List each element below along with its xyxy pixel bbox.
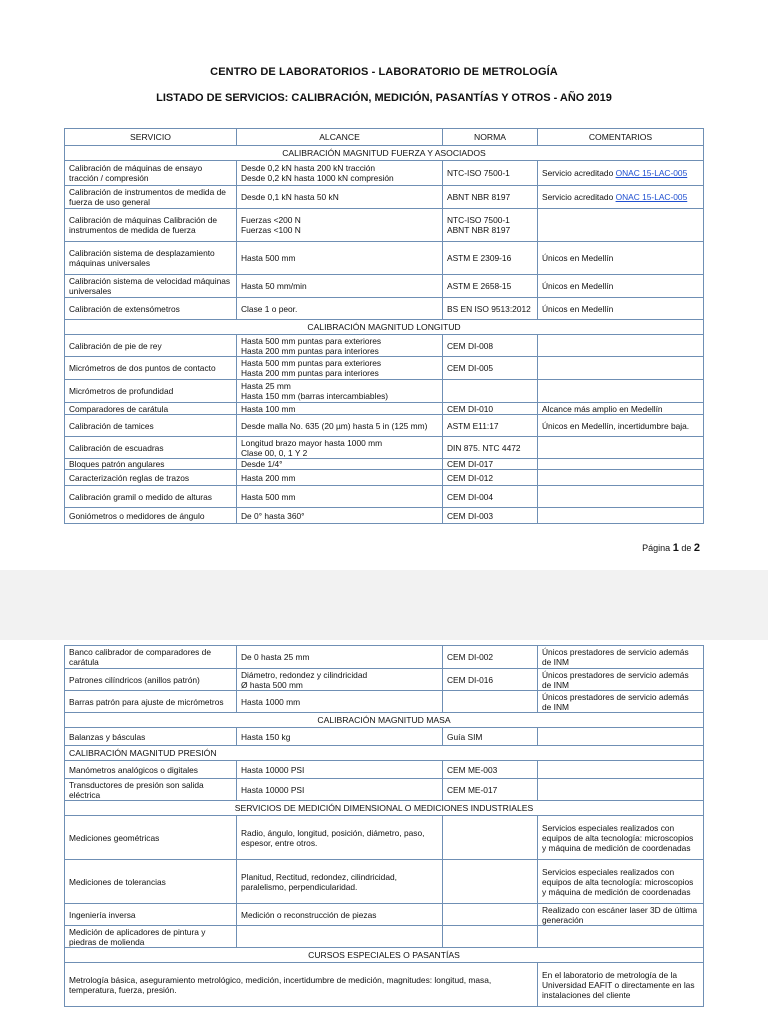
table-row <box>65 161 704 186</box>
cell-comentario <box>538 209 704 242</box>
comment-text: Servicios especiales realizados con equipos de alta tecnología: microscopios y máquina de medición de coordenadas <box>542 866 694 897</box>
page-of: de <box>681 543 692 553</box>
section-fuerza: CALIBRACIÓN MAGNITUD FUERZA Y ASOCIADOS <box>65 146 704 161</box>
cell-comentario <box>538 459 704 470</box>
cell-norma: CEM DI-017 <box>443 459 538 470</box>
comment-text: Realizado con escáner laser 3D de última generación <box>542 904 698 925</box>
section-row <box>65 801 704 816</box>
section-mediciones: SERVICIOS DE MEDICIÓN DIMENSIONAL O MEDICIONES INDUSTRIALES <box>65 801 704 816</box>
cell-servicio: Calibración de tamices <box>65 415 237 437</box>
cell-norma: NTC-ISO 7500-1 ABNT NBR 8197 <box>443 209 538 242</box>
cell-servicio: Caracterización reglas de trazos <box>65 470 237 486</box>
page-current: 1 <box>672 542 679 554</box>
cell-servicio: Banco calibrador de comparadores de carátula <box>65 646 237 669</box>
section-row <box>65 146 704 161</box>
table-row <box>65 926 704 948</box>
cell-alcance: Desde 0,1 kN hasta 50 kN <box>237 186 443 209</box>
cell-alcance: Planitud, Rectitud, redondez, cilindricidad, paralelismo, perpendicularidad. <box>237 860 443 904</box>
cell-alcance: Hasta 10000 PSI <box>237 761 443 779</box>
cell-servicio: Manómetros analógicos o digitales <box>65 761 237 779</box>
cell-norma <box>443 904 538 926</box>
cell-alcance: Hasta 500 mm <box>237 242 443 275</box>
cell-alcance <box>237 926 443 948</box>
page-2 <box>0 640 768 1024</box>
cell-alcance: Desde malla No. 635 (20 µm) hasta 5 in (125 mm) <box>237 415 443 437</box>
cell-alcance: Hasta 1000 mm <box>237 691 443 713</box>
cell-servicio: Mediciones de tolerancias <box>65 860 237 904</box>
cell-norma: BS EN ISO 9513:2012 <box>443 298 538 320</box>
table-row <box>65 470 704 486</box>
table-row <box>65 437 704 459</box>
section-row <box>65 713 704 728</box>
cell-norma: CEM ME-003 <box>443 761 538 779</box>
section-row <box>65 746 704 761</box>
table-row <box>65 669 704 691</box>
table-row <box>65 357 704 380</box>
cell-cursos: Metrología básica, aseguramiento metrológico, medición, incertidumbre de medición, magnitudes: longitud, masa, temperatura, fuerza, presión. <box>65 963 538 1007</box>
cell-alcance: Hasta 500 mm <box>237 486 443 508</box>
cell-alcance: Clase 1 o peor. <box>237 298 443 320</box>
cell-comentario <box>538 437 704 459</box>
table-row <box>65 380 704 403</box>
cell-servicio: Barras patrón para ajuste de micrómetros <box>65 691 237 713</box>
section-masa: CALIBRACIÓN MAGNITUD MASA <box>65 713 704 728</box>
comment-text: Únicos en Medellín <box>542 281 614 291</box>
table-row <box>65 459 704 470</box>
cell-norma <box>443 816 538 860</box>
section-longitud: CALIBRACIÓN MAGNITUD LONGITUD <box>65 320 704 335</box>
cell-comentario <box>538 470 704 486</box>
cell-norma: CEM DI-012 <box>443 470 538 486</box>
document-subtitle: LISTADO DE SERVICIOS: CALIBRACIÓN, MEDICIÓN, PASANTÍAS Y OTROS - AÑO 2019 <box>156 92 612 104</box>
cell-comentario <box>538 904 704 926</box>
cell-comentario <box>538 298 704 320</box>
cell-norma <box>443 691 538 713</box>
cell-comentario <box>538 816 704 860</box>
cell-servicio: Micrómetros de profundidad <box>65 380 237 403</box>
page-label: Página <box>642 543 671 553</box>
cell-servicio: Medición de aplicadores de pintura y piedras de molienda <box>65 926 237 948</box>
page-total: 2 <box>693 542 700 554</box>
cell-alcance: Desde 0,2 kN hasta 200 kN tracción Desde 0,2 kN hasta 1000 kN compresión <box>237 161 443 186</box>
cell-servicio: Calibración de pie de rey <box>65 335 237 357</box>
cell-alcance: Hasta 200 mm <box>237 470 443 486</box>
cell-comentario <box>538 728 704 746</box>
table-row <box>65 816 704 860</box>
cell-servicio: Calibración sistema de velocidad máquinas universales <box>65 275 237 298</box>
table-row <box>65 860 704 904</box>
page-number <box>642 542 700 554</box>
cell-norma: CEM DI-016 <box>443 669 538 691</box>
cell-comentario <box>538 403 704 415</box>
table-row <box>65 904 704 926</box>
cell-alcance: Diámetro, redondez y cilindricidad Ø hasta 500 mm <box>237 669 443 691</box>
cell-servicio: Transductores de presión son salida eléctrica <box>65 779 237 801</box>
comment-text: Únicos prestadores de servicio además de INM <box>542 669 689 690</box>
column-header-norma: NORMA <box>443 129 538 146</box>
table-row <box>65 508 704 524</box>
comment-text: Servicio acreditado <box>542 192 616 202</box>
column-header-comentarios: COMENTARIOS <box>538 129 704 146</box>
cell-comentario <box>538 926 704 948</box>
cell-alcance: Fuerzas <200 N Fuerzas <100 N <box>237 209 443 242</box>
comment-text: Únicos en Medellín, incertidumbre baja. <box>542 420 690 431</box>
cell-norma: CEM DI-008 <box>443 335 538 357</box>
cell-norma: CEM ME-017 <box>443 779 538 801</box>
cell-comentario <box>538 761 704 779</box>
page-gap <box>0 570 768 640</box>
section-row <box>65 948 704 963</box>
cell-comentario <box>538 335 704 357</box>
cell-comentario <box>538 508 704 524</box>
comment-text: Servicio acreditado <box>542 168 616 178</box>
section-cursos: CURSOS ESPECIALES O PASANTÍAS <box>65 948 704 963</box>
cell-norma: CEM DI-003 <box>443 508 538 524</box>
table-row <box>65 242 704 275</box>
table-row <box>65 486 704 508</box>
cell-servicio: Calibración gramil o medido de alturas <box>65 486 237 508</box>
cell-norma <box>443 380 538 403</box>
cell-norma: CEM DI-004 <box>443 486 538 508</box>
cell-servicio: Calibración de máquinas de ensayo tracción / compresión <box>65 161 237 186</box>
cell-alcance: Hasta 500 mm puntas para exteriores Hasta 200 mm puntas para interiores <box>237 357 443 380</box>
comment-text: Únicos en Medellín <box>542 253 614 263</box>
cell-comentario <box>538 242 704 275</box>
cell-alcance: Radio, ángulo, longitud, posición, diámetro, paso, espesor, entre otros. <box>237 816 443 860</box>
accreditation-link[interactable]: ONAC 15-LAC-005 <box>615 168 688 178</box>
cell-alcance: Desde 1/4° <box>237 459 443 470</box>
column-header-servicio: SERVICIO <box>65 129 237 146</box>
cell-servicio: Comparadores de carátula <box>65 403 237 415</box>
cell-servicio: Ingeniería inversa <box>65 904 237 926</box>
cell-comentario <box>538 486 704 508</box>
cell-norma: CEM DI-002 <box>443 646 538 669</box>
cell-norma: ASTM E11:17 <box>443 415 538 437</box>
cell-comentario <box>538 646 704 669</box>
cell-alcance: Hasta 50 mm/min <box>237 275 443 298</box>
cell-servicio: Calibración de escuadras <box>65 437 237 459</box>
cell-servicio: Calibración sistema de desplazamiento máquinas universales <box>65 242 237 275</box>
cell-alcance: Hasta 150 kg <box>237 728 443 746</box>
cell-alcance: Hasta 25 mm Hasta 150 mm (barras intercambiables) <box>237 380 443 403</box>
cell-norma: NTC-ISO 7500-1 <box>443 161 538 186</box>
cell-servicio: Bloques patrón angulares <box>65 459 237 470</box>
cell-norma: ASTM E 2309-16 <box>443 242 538 275</box>
accreditation-link[interactable]: ONAC 15-LAC-005 <box>615 192 688 202</box>
cell-comentario <box>538 275 704 298</box>
comment-text: Únicos en Medellín <box>542 303 614 314</box>
table-row <box>65 415 704 437</box>
cell-servicio: Mediciones geométricas <box>65 816 237 860</box>
comment-text: Únicos prestadores de servicio además de INM <box>542 691 689 712</box>
cell-norma <box>443 926 538 948</box>
table-row <box>65 298 704 320</box>
cell-alcance: Hasta 500 mm puntas para exteriores Hasta 200 mm puntas para interiores <box>237 335 443 357</box>
table-row <box>65 963 704 1007</box>
cell-alcance: De 0° hasta 360° <box>237 508 443 524</box>
table-row <box>65 779 704 801</box>
section-presion: CALIBRACIÓN MAGNITUD PRESIÓN <box>65 746 704 761</box>
table-row <box>65 691 704 713</box>
cell-comentario <box>538 415 704 437</box>
table-row <box>65 209 704 242</box>
table-row <box>65 335 704 357</box>
cell-servicio: Calibración de instrumentos de medida de fuerza de uso general <box>65 186 237 209</box>
cell-comentario <box>538 691 704 713</box>
table-row <box>65 275 704 298</box>
cell-norma: DIN 875. NTC 4472 <box>443 437 538 459</box>
cell-alcance: Hasta 100 mm <box>237 403 443 415</box>
cell-servicio: Calibración de extensómetros <box>65 298 237 320</box>
comment-text: Servicios especiales realizados con equipos de alta tecnología: microscopios y máquina de medición de coordenadas <box>542 822 694 853</box>
cell-norma <box>443 860 538 904</box>
table-row <box>65 761 704 779</box>
cell-servicio: Goniómetros o medidores de ángulo <box>65 508 237 524</box>
cell-norma: Guía SIM <box>443 728 538 746</box>
table-row <box>65 403 704 415</box>
cell-servicio: Micrómetros de dos puntos de contacto <box>65 357 237 380</box>
cell-servicio: Balanzas y básculas <box>65 728 237 746</box>
cell-comentario <box>538 380 704 403</box>
cell-alcance: Hasta 10000 PSI <box>237 779 443 801</box>
cell-norma: ABNT NBR 8197 <box>443 186 538 209</box>
cell-comentario: En el laboratorio de metrología de la Universidad EAFIT o directamente en las instalaciones del cliente <box>538 963 704 1007</box>
cell-comentario <box>538 186 704 209</box>
cell-norma: CEM DI-005 <box>443 357 538 380</box>
section-row <box>65 320 704 335</box>
table-row <box>65 728 704 746</box>
cell-servicio: Calibración de máquinas Calibración de instrumentos de medida de fuerza <box>65 209 237 242</box>
table-row <box>65 646 704 669</box>
services-table-page-1 <box>64 128 704 524</box>
table-header-row <box>65 129 704 146</box>
cell-comentario <box>538 357 704 380</box>
cell-norma: ASTM E 2658-15 <box>443 275 538 298</box>
cell-comentario <box>538 669 704 691</box>
document-title: CENTRO DE LABORATORIOS - LABORATORIO DE METROLOGÍA <box>210 66 558 78</box>
cell-comentario <box>538 161 704 186</box>
cell-alcance: De 0 hasta 25 mm <box>237 646 443 669</box>
cell-alcance: Longitud brazo mayor hasta 1000 mm Clase 00, 0, 1 Y 2 <box>237 437 443 459</box>
cell-servicio: Patrones cilíndricos (anillos patrón) <box>65 669 237 691</box>
comment-text: Únicos prestadores de servicio además de INM <box>542 647 689 667</box>
cell-comentario <box>538 860 704 904</box>
services-table-page-2 <box>64 645 704 1007</box>
cell-comentario <box>538 779 704 801</box>
column-header-alcance: ALCANCE <box>237 129 443 146</box>
cell-alcance: Medición o reconstrucción de piezas <box>237 904 443 926</box>
table-row <box>65 186 704 209</box>
comment-text: Alcance más amplio en Medellín <box>542 403 663 414</box>
cell-norma: CEM DI-010 <box>443 403 538 415</box>
